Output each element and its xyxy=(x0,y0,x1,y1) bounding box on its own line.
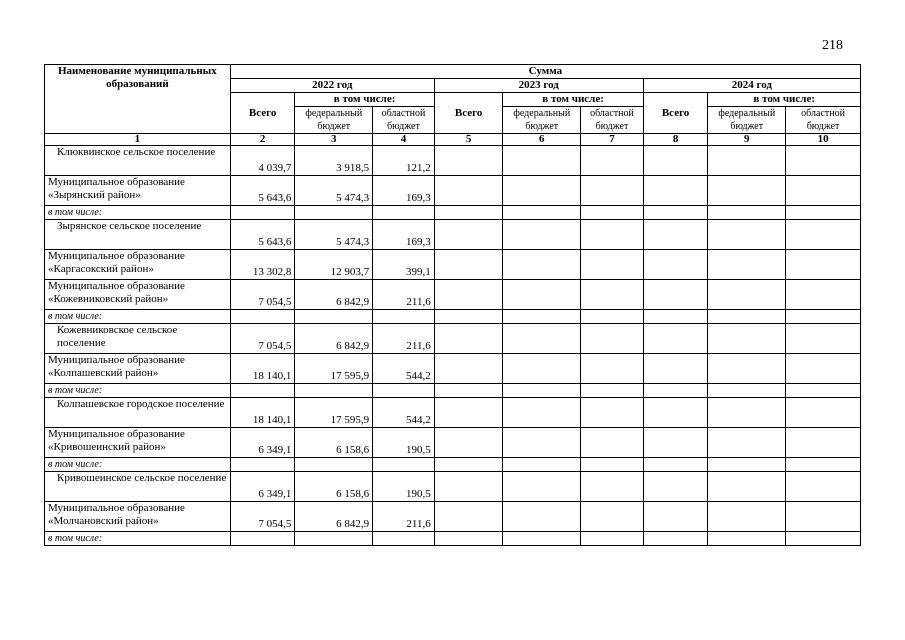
empty-cell xyxy=(434,354,503,384)
table-row xyxy=(45,250,861,280)
empty-cell xyxy=(503,354,581,384)
column-number: 10 xyxy=(786,134,861,146)
value-total-2022: 7 054,5 xyxy=(230,502,295,532)
empty-cell xyxy=(434,250,503,280)
empty-cell xyxy=(434,280,503,310)
including-label: в том числе: xyxy=(45,206,231,220)
empty-cell xyxy=(708,176,786,206)
empty-cell xyxy=(708,398,786,428)
header-name-column: Наименование муниципальных образований xyxy=(45,65,231,134)
empty-cell xyxy=(295,310,373,324)
empty-cell xyxy=(581,532,644,546)
column-number: 9 xyxy=(708,134,786,146)
empty-cell xyxy=(708,472,786,502)
empty-cell xyxy=(581,146,644,176)
table-row xyxy=(45,458,861,472)
table-row xyxy=(45,280,861,310)
empty-cell xyxy=(643,398,708,428)
empty-cell xyxy=(373,384,435,398)
empty-cell xyxy=(295,532,373,546)
empty-cell xyxy=(295,384,373,398)
empty-cell xyxy=(434,398,503,428)
empty-cell xyxy=(786,384,861,398)
value-total-2022: 7 054,5 xyxy=(230,324,295,354)
header-regional-2023: областной бюджет xyxy=(581,107,644,134)
empty-cell xyxy=(230,458,295,472)
value-regional-2022: 190,5 xyxy=(373,472,435,502)
municipality-name: Муниципальное образование «Каргасокский район» xyxy=(45,250,231,280)
empty-cell xyxy=(786,354,861,384)
municipality-name: Клюквинское сельское поселение xyxy=(45,146,231,176)
empty-cell xyxy=(434,428,503,458)
empty-cell xyxy=(643,502,708,532)
empty-cell xyxy=(786,532,861,546)
value-regional-2022: 211,6 xyxy=(373,280,435,310)
value-federal-2022: 17 595,9 xyxy=(295,354,373,384)
table-body xyxy=(45,146,861,546)
empty-cell xyxy=(786,206,861,220)
value-regional-2022: 190,5 xyxy=(373,428,435,458)
including-label: в том числе: xyxy=(45,384,231,398)
empty-cell xyxy=(434,458,503,472)
empty-cell xyxy=(581,398,644,428)
page-number: 218 xyxy=(822,38,843,53)
table-row xyxy=(45,398,861,428)
empty-cell xyxy=(708,250,786,280)
empty-cell xyxy=(434,532,503,546)
empty-cell xyxy=(581,176,644,206)
table-row xyxy=(45,176,861,206)
empty-cell xyxy=(786,398,861,428)
value-regional-2022: 544,2 xyxy=(373,398,435,428)
column-number: 3 xyxy=(295,134,373,146)
header-year-2022: 2022 год xyxy=(230,79,434,93)
empty-cell xyxy=(373,310,435,324)
empty-cell xyxy=(503,532,581,546)
empty-cell xyxy=(503,206,581,220)
subsidy-table xyxy=(44,64,861,546)
empty-cell xyxy=(434,502,503,532)
value-regional-2022: 169,3 xyxy=(373,176,435,206)
value-total-2022: 18 140,1 xyxy=(230,398,295,428)
empty-cell xyxy=(373,458,435,472)
empty-cell xyxy=(434,146,503,176)
including-label: в том числе: xyxy=(45,310,231,324)
empty-cell xyxy=(786,502,861,532)
value-regional-2022: 399,1 xyxy=(373,250,435,280)
empty-cell xyxy=(434,472,503,502)
empty-cell xyxy=(786,310,861,324)
empty-cell xyxy=(786,428,861,458)
empty-cell xyxy=(643,250,708,280)
empty-cell xyxy=(708,324,786,354)
value-federal-2022: 6 842,9 xyxy=(295,324,373,354)
column-number: 6 xyxy=(503,134,581,146)
column-number: 1 xyxy=(45,134,231,146)
empty-cell xyxy=(581,280,644,310)
empty-cell xyxy=(786,176,861,206)
empty-cell xyxy=(708,354,786,384)
table-row xyxy=(45,310,861,324)
empty-cell xyxy=(643,324,708,354)
table-row xyxy=(45,206,861,220)
municipality-name: Колпашевское городское поселение xyxy=(45,398,231,428)
empty-cell xyxy=(373,532,435,546)
empty-cell xyxy=(643,220,708,250)
empty-cell xyxy=(786,472,861,502)
empty-cell xyxy=(786,220,861,250)
municipality-name: Зырянское сельское поселение xyxy=(45,220,231,250)
empty-cell xyxy=(643,428,708,458)
empty-cell xyxy=(708,280,786,310)
municipality-name: Муниципальное образование «Зырянский район» xyxy=(45,176,231,206)
empty-cell xyxy=(503,220,581,250)
value-federal-2022: 5 474,3 xyxy=(295,176,373,206)
empty-cell xyxy=(581,384,644,398)
value-total-2022: 6 349,1 xyxy=(230,472,295,502)
header-sum: Сумма xyxy=(230,65,860,79)
value-federal-2022: 12 903,7 xyxy=(295,250,373,280)
empty-cell xyxy=(503,176,581,206)
empty-cell xyxy=(434,220,503,250)
empty-cell xyxy=(708,220,786,250)
header-federal-2023: федеральный бюджет xyxy=(503,107,581,134)
table-row xyxy=(45,146,861,176)
empty-cell xyxy=(643,206,708,220)
value-regional-2022: 544,2 xyxy=(373,354,435,384)
empty-cell xyxy=(786,458,861,472)
municipality-name: Муниципальное образование «Молчановский район» xyxy=(45,502,231,532)
value-total-2022: 5 643,6 xyxy=(230,176,295,206)
empty-cell xyxy=(708,428,786,458)
empty-cell xyxy=(643,176,708,206)
empty-cell xyxy=(581,458,644,472)
value-total-2022: 5 643,6 xyxy=(230,220,295,250)
value-federal-2022: 6 158,6 xyxy=(295,428,373,458)
column-number: 5 xyxy=(434,134,503,146)
empty-cell xyxy=(230,206,295,220)
empty-cell xyxy=(503,146,581,176)
value-federal-2022: 6 158,6 xyxy=(295,472,373,502)
column-number: 4 xyxy=(373,134,435,146)
value-federal-2022: 6 842,9 xyxy=(295,280,373,310)
table-row xyxy=(45,324,861,354)
value-regional-2022: 121,2 xyxy=(373,146,435,176)
value-federal-2022: 6 842,9 xyxy=(295,502,373,532)
table-row xyxy=(45,502,861,532)
empty-cell xyxy=(643,280,708,310)
including-label: в том числе: xyxy=(45,532,231,546)
empty-cell xyxy=(503,384,581,398)
header-total-2024: Всего xyxy=(643,93,708,134)
empty-cell xyxy=(581,310,644,324)
empty-cell xyxy=(373,206,435,220)
empty-cell xyxy=(643,472,708,502)
header-regional-2022: областной бюджет xyxy=(373,107,435,134)
empty-cell xyxy=(230,532,295,546)
empty-cell xyxy=(503,398,581,428)
empty-cell xyxy=(643,310,708,324)
empty-cell xyxy=(786,280,861,310)
empty-cell xyxy=(708,532,786,546)
value-federal-2022: 3 918,5 xyxy=(295,146,373,176)
table-row xyxy=(45,532,861,546)
empty-cell xyxy=(708,146,786,176)
value-regional-2022: 211,6 xyxy=(373,324,435,354)
empty-cell xyxy=(643,458,708,472)
empty-cell xyxy=(503,250,581,280)
empty-cell xyxy=(503,280,581,310)
municipality-name: Муниципальное образование «Кривошеинский район» xyxy=(45,428,231,458)
empty-cell xyxy=(503,428,581,458)
empty-cell xyxy=(708,310,786,324)
header-year-2024: 2024 год xyxy=(643,79,860,93)
header-regional-2024: областной бюджет xyxy=(786,107,861,134)
table-row xyxy=(45,384,861,398)
empty-cell xyxy=(434,176,503,206)
value-total-2022: 7 054,5 xyxy=(230,280,295,310)
empty-cell xyxy=(581,502,644,532)
table-row xyxy=(45,472,861,502)
header-total-2022: Всего xyxy=(230,93,295,134)
empty-cell xyxy=(581,250,644,280)
municipality-name: Кожевниковское сельское поселение xyxy=(45,324,231,354)
header-including-2024: в том числе: xyxy=(708,93,861,107)
empty-cell xyxy=(581,428,644,458)
value-regional-2022: 169,3 xyxy=(373,220,435,250)
municipality-name: Кривошеинское сельское поселение xyxy=(45,472,231,502)
table-row xyxy=(45,354,861,384)
header-total-2023: Всего xyxy=(434,93,503,134)
table-row xyxy=(45,220,861,250)
empty-cell xyxy=(786,324,861,354)
header-federal-2022: федеральный бюджет xyxy=(295,107,373,134)
table-row xyxy=(45,428,861,458)
empty-cell xyxy=(643,532,708,546)
empty-cell xyxy=(503,324,581,354)
empty-cell xyxy=(786,250,861,280)
value-total-2022: 18 140,1 xyxy=(230,354,295,384)
value-total-2022: 6 349,1 xyxy=(230,428,295,458)
empty-cell xyxy=(708,384,786,398)
header-year-2023: 2023 год xyxy=(434,79,643,93)
header-including-2023: в том числе: xyxy=(503,93,643,107)
value-total-2022: 4 039,7 xyxy=(230,146,295,176)
empty-cell xyxy=(643,354,708,384)
empty-cell xyxy=(434,206,503,220)
empty-cell xyxy=(230,384,295,398)
header-federal-2024: федеральный бюджет xyxy=(708,107,786,134)
empty-cell xyxy=(581,472,644,502)
empty-cell xyxy=(295,458,373,472)
empty-cell xyxy=(581,354,644,384)
empty-cell xyxy=(503,502,581,532)
municipality-name: Муниципальное образование «Кожевниковский район» xyxy=(45,280,231,310)
empty-cell xyxy=(434,384,503,398)
including-label: в том числе: xyxy=(45,458,231,472)
empty-cell xyxy=(643,146,708,176)
value-total-2022: 13 302,8 xyxy=(230,250,295,280)
column-number: 7 xyxy=(581,134,644,146)
empty-cell xyxy=(503,472,581,502)
empty-cell xyxy=(295,206,373,220)
value-regional-2022: 211,6 xyxy=(373,502,435,532)
empty-cell xyxy=(708,502,786,532)
empty-cell xyxy=(708,458,786,472)
empty-cell xyxy=(503,310,581,324)
value-federal-2022: 17 595,9 xyxy=(295,398,373,428)
value-federal-2022: 5 474,3 xyxy=(295,220,373,250)
empty-cell xyxy=(581,206,644,220)
header-including-2022: в том числе: xyxy=(295,93,434,107)
empty-cell xyxy=(581,220,644,250)
empty-cell xyxy=(434,310,503,324)
column-number: 2 xyxy=(230,134,295,146)
empty-cell xyxy=(643,384,708,398)
municipality-name: Муниципальное образование «Колпашевский район» xyxy=(45,354,231,384)
empty-cell xyxy=(708,206,786,220)
empty-cell xyxy=(581,324,644,354)
empty-cell xyxy=(786,146,861,176)
empty-cell xyxy=(230,310,295,324)
empty-cell xyxy=(434,324,503,354)
column-number: 8 xyxy=(643,134,708,146)
empty-cell xyxy=(503,458,581,472)
